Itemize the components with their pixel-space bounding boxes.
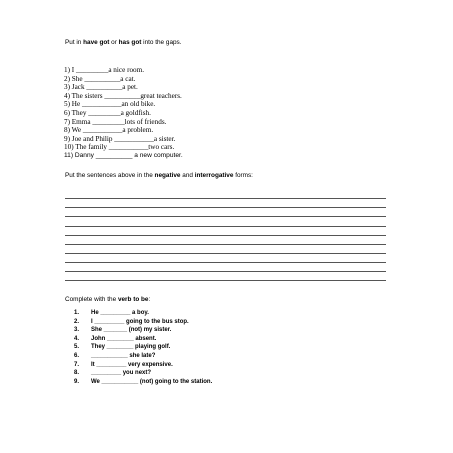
exercise1-list [64, 66, 183, 161]
item-text: It _________ very expensive. [91, 361, 173, 368]
item-text: He _________ a boy. [91, 310, 149, 316]
instruction-text: Put the sentences above in the [65, 172, 155, 179]
exercise1-item: 10) The family ___________two cars. [64, 143, 175, 152]
exercise3-list [74, 309, 212, 386]
item-number: 1. [74, 310, 80, 316]
exercise1-item: 8) We ___________a problem. [64, 126, 154, 135]
instruction-keyword: negative [154, 172, 181, 179]
exercise1-item: 11) Danny __________ a new computer. [64, 151, 183, 159]
instruction-text: Complete with the [65, 296, 118, 303]
exercise3-item [74, 343, 212, 352]
answer-line[interactable] [65, 199, 386, 208]
exercise3-item [74, 309, 212, 318]
instruction-keyword: interrogative [194, 172, 234, 179]
exercise3-item [74, 318, 212, 327]
exercise1-item: 5) He ___________an old bike. [64, 100, 156, 109]
exercise1-item: 3) Jack __________a pet. [64, 83, 138, 92]
answer-line[interactable] [65, 263, 386, 272]
item-text: We ___________ (not) going to the station. [91, 378, 213, 385]
exercise3-item [74, 352, 212, 361]
instruction-keyword: have got [83, 39, 110, 46]
exercise3-item [74, 326, 212, 335]
section3-instructions [65, 296, 150, 304]
instruction-text: : [148, 296, 151, 303]
section1-instructions [65, 39, 182, 47]
item-number: 8. [74, 370, 80, 377]
item-text: I _________ going to the bus stop. [91, 318, 189, 325]
exercise1-item: 7) Emma _________lots of friends. [64, 117, 167, 126]
answer-line[interactable] [65, 208, 386, 217]
answer-lines [65, 190, 386, 281]
item-text: John ________ absent. [91, 335, 157, 342]
item-text: She _______ (not) my sister. [91, 327, 172, 334]
item-number: 4. [74, 335, 80, 342]
answer-line[interactable] [65, 254, 386, 263]
answer-line[interactable] [65, 227, 386, 236]
answer-line[interactable] [65, 272, 386, 281]
item-text: They ________ playing golf. [91, 344, 171, 351]
item-text: ___________ she late? [91, 352, 156, 359]
item-number: 3. [74, 327, 80, 334]
item-text: _________ you next? [91, 370, 152, 377]
instruction-keyword: verb to be [117, 296, 149, 303]
answer-line[interactable] [65, 217, 386, 226]
item-number: 5. [74, 344, 80, 351]
item-number: 6. [74, 352, 80, 359]
instruction-text: forms: [233, 172, 253, 179]
exercise1-item: 2) She __________a cat. [64, 74, 136, 83]
item-number: 9. [74, 378, 80, 385]
item-number: 7. [74, 361, 80, 368]
instruction-text: or [109, 39, 119, 46]
exercise3-item [74, 335, 212, 344]
exercise1-item: 1) I _________a nice room. [64, 66, 145, 74]
exercise1-item: 9) Joe and Philip ___________a sister. [64, 134, 176, 143]
answer-line[interactable] [65, 190, 386, 199]
answer-line[interactable] [65, 245, 386, 254]
exercise3-item [74, 369, 212, 378]
instruction-keyword: has got [118, 39, 142, 46]
exercise3-item [74, 361, 212, 370]
instruction-text: and [180, 172, 195, 179]
answer-line[interactable] [65, 236, 386, 245]
exercise3-item [74, 378, 212, 387]
section2-instructions [65, 172, 253, 180]
instruction-text: into the gaps. [141, 39, 182, 46]
exercise1-item: 4) The sisters __________great teachers. [64, 91, 182, 100]
instruction-text: Put in [65, 39, 84, 46]
item-number: 2. [74, 318, 80, 325]
exercise1-item: 6) They _________a goldfish. [64, 108, 151, 117]
